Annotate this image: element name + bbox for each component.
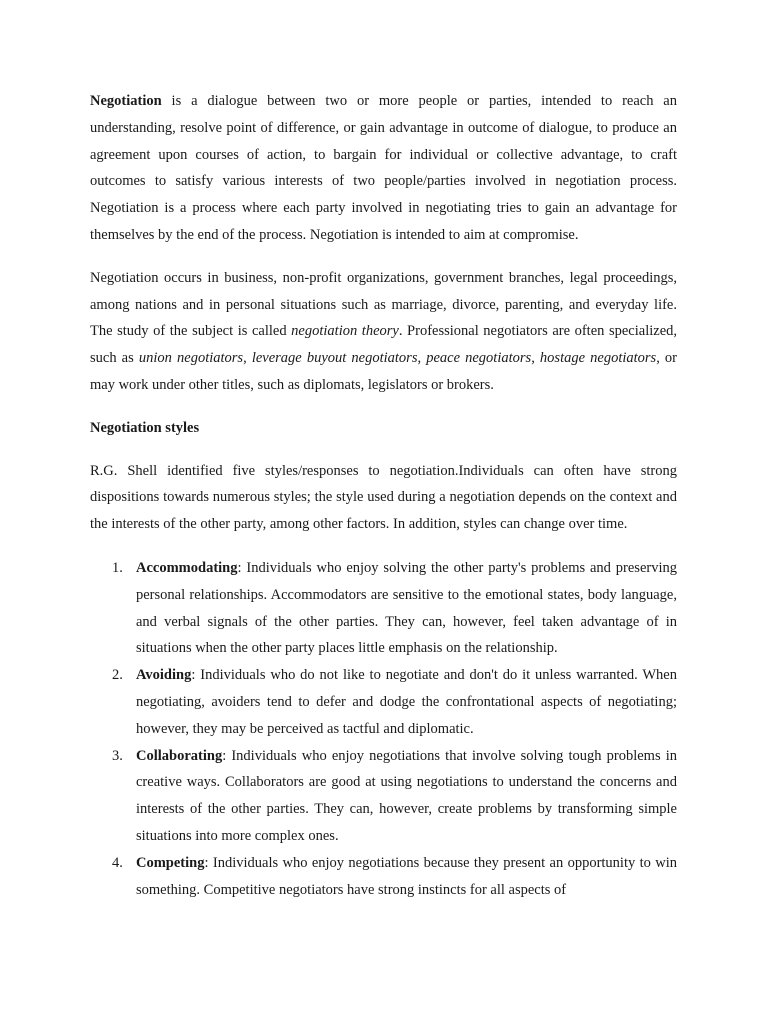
style-name: Avoiding — [136, 667, 192, 684]
style-description: : Individuals who enjoy negotiations that involve solving tough problems in creative ways. Collaborators are good at using negotiations to understand the concerns and interests of the other parties. They can, however, create problems by transforming simple situations into more complex ones. — [136, 747, 677, 844]
style-name: Collaborating — [136, 747, 223, 764]
separator-3: , — [531, 350, 540, 367]
occurrence-paragraph — [90, 265, 677, 399]
section-heading: Negotiation styles — [90, 419, 200, 436]
styles-intro-paragraph: R.G. Shell identified five styles/responses to negotiation.Individuals can often have strong dispositions towards numerous styles; the style used during a negotiation depends on the context and the interests of the other party, among other factors. In addition, styles can change over time. — [90, 462, 677, 533]
list-item — [90, 555, 677, 662]
peace-negotiators-term: peace negotiators — [426, 350, 532, 367]
list-item — [90, 743, 677, 850]
leverage-negotiators-term: leverage buyout negotiators — [251, 350, 418, 367]
union-negotiators-term: union negotiators — [138, 350, 244, 367]
occurrence-text-1: Negotiation occurs in business, non-profit organizations, government branches, legal proceedings, among nations and in personal situations such as marriage, divorce, parenting, and everyday life. The study of the subject is called — [90, 269, 677, 340]
style-name: Competing — [136, 854, 205, 871]
style-description: : Individuals who do not like to negotiate and don't do it unless warranted. When negotiating, avoiders tend to defer and dodge the confrontational aspects of negotiating; however, they may be perceived as tactful and diplomatic. — [136, 667, 677, 737]
occurrence-text-3: , or may work under other titles, such as diplomats, legislators or brokers. — [90, 350, 678, 393]
list-number: 2. — [112, 667, 123, 684]
intro-text: is a dialogue between two or more people or parties, intended to reach an understanding, resolve point of difference, or gain advantage in outcome of dialogue, to produce an agreement upon courses of action, to bargain for individual or collective advantage, to craft outcomes to satisfy various interests of two people/parties involved in negotiation process. Negotiation is a process where each party involved in negotiating tries to gain an advantage for themselves by the end of the process. Negotiation is intended to aim at compromise. — [90, 93, 677, 243]
negotiation-term: Negotiation — [90, 93, 162, 109]
style-description: : Individuals who enjoy solving the other party's problems and preserving personal relationships. Accommodators are sensitive to the emotional states, body language, and verbal signals of the other parties. They can, however, feel taken advantage of in situations when the other party places little emphasis on the relationship. — [136, 559, 677, 657]
occurrence-text-2: . Professional negotiators are often specialized, such as — [90, 323, 677, 367]
list-item — [90, 662, 677, 742]
separator-1: , — [243, 350, 252, 367]
negotiation-theory-term: negotiation theory — [291, 323, 399, 340]
style-name: Accommodating — [136, 559, 238, 576]
list-number: 1. — [112, 559, 123, 576]
separator-2: , — [417, 350, 427, 367]
document-page — [90, 88, 677, 903]
list-number: 4. — [112, 854, 123, 871]
styles-list — [90, 555, 677, 903]
list-item — [90, 850, 677, 904]
hostage-negotiators-term: hostage negotiators — [539, 350, 657, 367]
list-number: 3. — [112, 747, 123, 764]
intro-paragraph — [90, 88, 677, 249]
style-description: : Individuals who enjoy negotiations because they present an opportunity to win something. Competitive negotiators have strong instincts for all aspects of — [136, 854, 677, 898]
